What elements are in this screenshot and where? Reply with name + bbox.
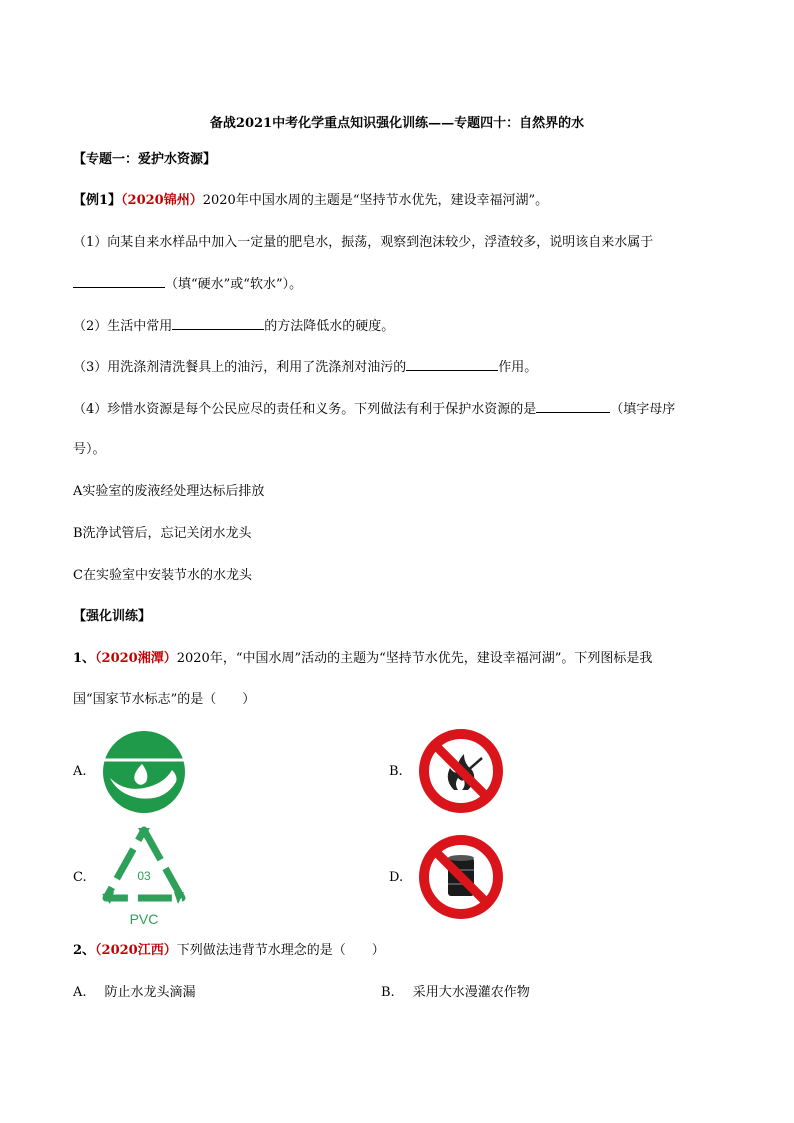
- example-q1-line-2: [73, 274, 302, 295]
- q2-option-b-text: 采用大水漫灌农作物: [412, 985, 530, 1000]
- q2-number: 2、: [73, 943, 96, 958]
- q2-stem-text: 下列做法违背节水理念的是（ ）: [176, 943, 385, 958]
- example-q4-line-1: [73, 399, 675, 420]
- section-heading-2: 【强化训练】: [73, 609, 152, 624]
- example-q4-line-2: 号）。: [73, 442, 106, 457]
- q2-option-b[interactable]: [381, 983, 530, 1003]
- example-stem-text: 2020年中国水周的主题是“坚持节水优先，建设幸福河湖”。: [202, 193, 549, 208]
- example-q4-text-b: （填字母序: [610, 402, 676, 417]
- q1-number: 1、: [73, 651, 96, 666]
- example-source: （2020锦州）: [121, 193, 203, 208]
- q1-stem-line-2: 国“国家节水标志”的是（ ）: [73, 692, 256, 707]
- water-saving-logo-icon[interactable]: [102, 730, 186, 814]
- pvc-recycle-icon[interactable]: [98, 824, 190, 928]
- q1-option-a-label: A.: [73, 764, 87, 779]
- example-q2-text-a: （2）生活中常用: [73, 319, 173, 334]
- q2-option-b-label: B.: [381, 985, 395, 1000]
- example-q2-text-b: 的方法降低水的硬度。: [264, 319, 395, 334]
- q1-stem-text: 2020年，“中国水周”活动的主题为“坚持节水优先，建设幸福河湖”。下列图标是我: [176, 651, 653, 666]
- example-q3: [73, 357, 537, 378]
- answer-blank-3[interactable]: [406, 357, 498, 371]
- q2-option-a-label: A.: [73, 985, 87, 1000]
- q2-stem: [73, 941, 385, 961]
- example-option-a: A实验室的废液经处理达标后排放: [73, 484, 265, 499]
- recycle-text: PVC: [129, 911, 159, 927]
- answer-blank-4[interactable]: [536, 399, 610, 413]
- q1-stem-line-1: [73, 649, 652, 669]
- example-tag: 【例1】: [73, 193, 122, 208]
- example-option-b: B洗净试管后，忘记关闭水龙头: [73, 526, 252, 541]
- section-heading-1: 【专题一：爱护水资源】: [73, 152, 217, 167]
- q2-source: （2020江西）: [95, 943, 177, 958]
- answer-blank-2[interactable]: [172, 316, 264, 330]
- q1-option-d-label: D.: [389, 870, 404, 885]
- recycle-number: 03: [137, 869, 151, 883]
- example-q3-text-b: 作用。: [498, 360, 538, 375]
- q2-option-a-text: 防止水龙头滴漏: [104, 985, 196, 1000]
- example-1-stem: [73, 191, 548, 211]
- no-barrel-icon[interactable]: [418, 834, 504, 920]
- example-q2: [73, 316, 394, 337]
- example-q1-line-1: （1）向某自来水样品中加入一定量的肥皂水，振荡，观察到泡沫较少，浮渣较多，说明该自来水属于: [73, 235, 654, 250]
- q1-option-c-label: C.: [73, 870, 87, 885]
- example-q1-hint: （填“硬水”或“软水”）。: [165, 277, 303, 292]
- answer-blank-1[interactable]: [73, 274, 165, 288]
- example-option-c: C在实验室中安装节水的水龙头: [73, 568, 252, 583]
- page-title: 备战2021中考化学重点知识强化训练——专题四十：自然界的水: [209, 116, 585, 131]
- example-q3-text-a: （3）用洗涤剂清洗餐具上的油污，利用了洗涤剂对油污的: [73, 360, 407, 375]
- q1-option-b-label: B.: [389, 764, 403, 779]
- no-fire-icon[interactable]: [418, 728, 504, 814]
- q1-source: （2020湘潭）: [95, 651, 177, 666]
- example-q4-text-a: （4）珍惜水资源是每个公民应尽的责任和义务。下列做法有利于保护水资源的是: [73, 402, 537, 417]
- q2-option-a[interactable]: [73, 983, 196, 1003]
